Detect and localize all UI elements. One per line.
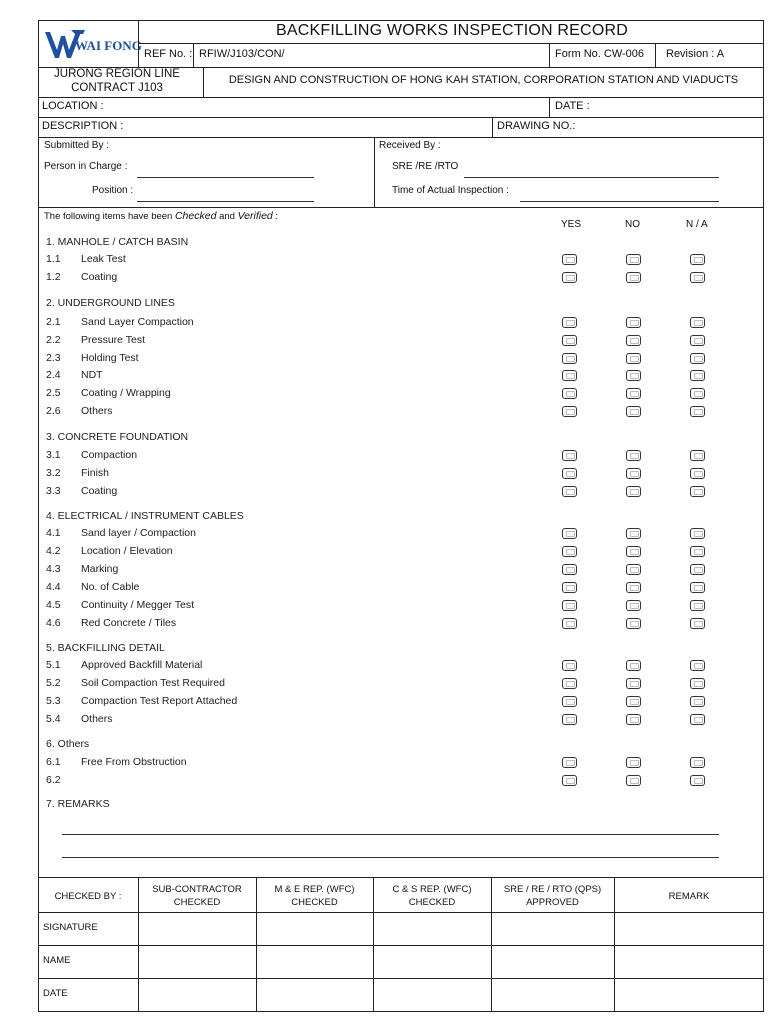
item-number: 2.3 — [46, 351, 61, 364]
signoff-cell[interactable] — [615, 946, 763, 977]
item-number: 5.1 — [46, 659, 61, 671]
checkbox-na[interactable] — [690, 757, 705, 768]
checkbox-yes[interactable] — [562, 254, 577, 265]
location-label: LOCATION : — [42, 100, 104, 112]
item-label: Red Concrete / Tiles — [81, 616, 177, 629]
item-number: 4.2 — [46, 544, 61, 557]
item-label: Free From Obstruction — [81, 756, 187, 768]
checkbox-na[interactable] — [690, 450, 705, 461]
item-number: 2.4 — [46, 369, 61, 382]
item-label: Coating / Wrapping — [81, 387, 171, 400]
section-title: 1. MANHOLE / CATCH BASIN — [46, 236, 189, 248]
item-number: 4.5 — [46, 598, 61, 611]
section-title: 5. BACKFILLING DETAIL — [46, 642, 165, 654]
signoff-cell[interactable] — [139, 946, 255, 977]
item-number: 6.1 — [46, 756, 61, 768]
item-label: Continuity / Megger Test — [81, 598, 195, 611]
checkbox-na[interactable] — [690, 582, 705, 593]
remarks-line-2[interactable] — [62, 857, 719, 858]
checkbox-no[interactable] — [626, 582, 641, 593]
checkbox-yes[interactable] — [562, 450, 577, 461]
submitted-by-label: Submitted By : — [44, 140, 110, 151]
checkbox-yes[interactable] — [562, 600, 577, 611]
item-label: Coating — [81, 271, 118, 283]
checkbox-no[interactable] — [626, 618, 641, 629]
checkbox-no[interactable] — [626, 546, 641, 557]
signoff-header: SRE / RE / RTO (QPS) APPROVED — [503, 884, 602, 908]
signoff-cell[interactable] — [492, 979, 613, 1010]
checkbox-na[interactable] — [690, 546, 705, 557]
signoff-cell[interactable] — [374, 913, 490, 944]
checkbox-no[interactable] — [626, 528, 641, 539]
item-label: Marking — [81, 562, 119, 575]
remarks-line-1[interactable] — [62, 834, 719, 835]
checkbox-na[interactable] — [690, 317, 705, 328]
position-line[interactable] — [137, 201, 314, 202]
checkbox-na[interactable] — [690, 388, 705, 399]
signoff-row-label: NAME — [43, 955, 71, 966]
checkbox-yes[interactable] — [562, 353, 577, 364]
checkbox-no[interactable] — [626, 317, 641, 328]
item-label: Coating — [81, 485, 118, 498]
description-label: DESCRIPTION : — [42, 120, 124, 132]
checkbox-yes[interactable] — [562, 468, 577, 479]
checkbox-no[interactable] — [626, 564, 641, 575]
checkbox-na[interactable] — [690, 660, 705, 671]
section-title: 3. CONCRETE FOUNDATION — [46, 431, 189, 443]
item-number: 2.1 — [46, 316, 61, 328]
item-number: 3.1 — [46, 449, 61, 461]
checkbox-yes[interactable] — [562, 696, 577, 707]
form-title: BACKFILLING WORKS INSPECTION RECORD — [276, 22, 628, 39]
signoff-cell[interactable] — [374, 979, 490, 1010]
checkbox-na[interactable] — [690, 335, 705, 346]
item-label: Leak Test — [81, 253, 126, 265]
checkbox-no[interactable] — [626, 696, 641, 707]
checkbox-na[interactable] — [690, 696, 705, 707]
item-label: Others — [81, 405, 113, 417]
checkbox-yes[interactable] — [562, 528, 577, 539]
checkbox-no[interactable] — [626, 353, 641, 364]
item-label: Holding Test — [81, 351, 139, 364]
item-label: No. of Cable — [81, 580, 140, 593]
signoff-header: CHECKED BY : — [54, 891, 122, 902]
item-number: 5.3 — [46, 694, 61, 707]
sre-label: SRE /RE /RTO — [392, 161, 459, 172]
signoff-row-label: SIGNATURE — [43, 922, 98, 933]
checkbox-no[interactable] — [626, 468, 641, 479]
signoff-header: C & S REP. (WFC) CHECKED — [392, 884, 472, 908]
section-title: 6. Others — [46, 738, 90, 750]
checkbox-no[interactable] — [626, 600, 641, 611]
signoff-header: M & E REP. (WFC) CHECKED — [274, 884, 355, 908]
section-title: 4. ELECTRICAL / INSTRUMENT CABLES — [46, 510, 244, 522]
item-number: 5.2 — [46, 676, 61, 689]
item-label: Sand layer / Compaction — [81, 527, 196, 539]
checkbox-na[interactable] — [690, 370, 705, 381]
checkbox-no[interactable] — [626, 714, 641, 725]
checkbox-na[interactable] — [690, 618, 705, 629]
col-na-header: N / A — [686, 219, 708, 230]
position-label: Position : — [92, 185, 134, 196]
item-label: Approved Backfill Material — [81, 659, 203, 671]
item-number: 4.3 — [46, 562, 61, 575]
item-number: 2.6 — [46, 405, 61, 417]
signoff-cell[interactable] — [257, 913, 372, 944]
checkbox-na[interactable] — [690, 272, 705, 283]
checkbox-na[interactable] — [690, 528, 705, 539]
item-number: 1.2 — [46, 271, 61, 283]
checkbox-na[interactable] — [690, 468, 705, 479]
checkbox-yes[interactable] — [562, 582, 577, 593]
project-name: DESIGN AND CONSTRUCTION OF HONG KAH STATION, CORPORATION STATION AND VIADUCTS — [228, 74, 739, 86]
checkbox-no[interactable] — [626, 486, 641, 497]
section-title: 2. UNDERGROUND LINES — [46, 297, 175, 309]
checkbox-yes[interactable] — [562, 775, 577, 786]
checkbox-no[interactable] — [626, 660, 641, 671]
item-label: Finish — [81, 467, 110, 480]
checkbox-yes[interactable] — [562, 714, 577, 725]
checkbox-yes[interactable] — [562, 564, 577, 575]
form-number: Form No. CW-006 — [555, 48, 645, 60]
signoff-header: REMARK — [668, 891, 710, 902]
item-number: 5.4 — [46, 712, 61, 725]
received-by-label: Received By : — [379, 140, 441, 151]
signoff-cell[interactable] — [615, 979, 763, 1010]
person-in-charge-line[interactable] — [137, 177, 314, 178]
signoff-cell[interactable] — [139, 913, 255, 944]
checkbox-na[interactable] — [690, 564, 705, 575]
signoff-cell[interactable] — [492, 913, 613, 944]
checkbox-yes[interactable] — [562, 678, 577, 689]
signoff-cell[interactable] — [492, 946, 613, 977]
checkbox-na[interactable] — [690, 775, 705, 786]
checkbox-yes[interactable] — [562, 272, 577, 283]
company-logo — [41, 24, 142, 64]
checkbox-yes[interactable] — [562, 486, 577, 497]
signoff-cell[interactable] — [257, 979, 372, 1010]
ref-value: RFIW/J103/CON/ — [199, 48, 285, 60]
item-number: 3.3 — [46, 485, 61, 498]
signoff-cell[interactable] — [139, 979, 255, 1010]
remarks-title: 7. REMARKS — [46, 798, 110, 810]
item-label: Compaction Test Report Attached — [81, 694, 238, 707]
logo-text: WAI FONG — [75, 38, 142, 53]
checkbox-no[interactable] — [626, 757, 641, 768]
checkbox-na[interactable] — [690, 600, 705, 611]
signoff-cell[interactable] — [257, 946, 372, 977]
drawing-no-label: DRAWING NO.: — [497, 120, 576, 132]
item-number: 4.1 — [46, 527, 61, 539]
item-number: 1.1 — [46, 253, 61, 265]
signoff-header: SUB-CONTRACTOR CHECKED — [152, 884, 242, 908]
time-inspection-line[interactable] — [520, 201, 719, 202]
checkbox-no[interactable] — [626, 335, 641, 346]
date-label: DATE : — [555, 100, 590, 112]
signoff-cell[interactable] — [374, 946, 490, 977]
revision: Revision : A — [666, 48, 725, 60]
checkbox-no[interactable] — [626, 406, 641, 417]
item-number: 3.2 — [46, 467, 61, 480]
checkbox-yes[interactable] — [562, 406, 577, 417]
checkbox-no[interactable] — [626, 388, 641, 399]
checkbox-yes[interactable] — [562, 546, 577, 557]
ref-label: REF No. : — [144, 48, 193, 60]
checkbox-na[interactable] — [690, 486, 705, 497]
checkbox-yes[interactable] — [562, 757, 577, 768]
checkbox-yes[interactable] — [562, 370, 577, 381]
checkbox-yes[interactable] — [562, 335, 577, 346]
checkbox-yes[interactable] — [562, 388, 577, 399]
item-label: NDT — [81, 369, 103, 382]
checkbox-no[interactable] — [626, 370, 641, 381]
checkbox-na[interactable] — [690, 406, 705, 417]
checkbox-no[interactable] — [626, 450, 641, 461]
contract-line-1: JURONG REGION LINE — [54, 68, 180, 80]
item-number: 4.4 — [46, 580, 61, 593]
checkbox-na[interactable] — [690, 353, 705, 364]
person-in-charge-label: Person in Charge : — [44, 161, 128, 172]
checkbox-yes[interactable] — [562, 660, 577, 671]
item-label: Location / Elevation — [81, 544, 173, 557]
sre-line[interactable] — [464, 177, 719, 178]
item-label: Others — [81, 712, 113, 725]
item-number: 2.2 — [46, 333, 61, 346]
item-number: 2.5 — [46, 387, 61, 400]
checkbox-no[interactable] — [626, 678, 641, 689]
checkbox-yes[interactable] — [562, 317, 577, 328]
checkbox-no[interactable] — [626, 775, 641, 786]
checkbox-na[interactable] — [690, 714, 705, 725]
checkbox-na[interactable] — [690, 678, 705, 689]
signoff-row-label: DATE — [43, 988, 68, 999]
time-inspection-label: Time of Actual Inspection : — [392, 185, 509, 196]
checkbox-no[interactable] — [626, 272, 641, 283]
item-label: Compaction — [81, 449, 138, 461]
item-label: Soil Compaction Test Required — [81, 676, 225, 689]
checkbox-yes[interactable] — [562, 618, 577, 629]
signoff-cell[interactable] — [615, 913, 763, 944]
item-label: Sand Layer Compaction — [81, 316, 194, 328]
col-yes-header: YES — [561, 219, 582, 230]
item-number: 4.6 — [46, 616, 61, 629]
checklist-intro: The following items have been Checked and Verified : — [44, 210, 279, 222]
checkbox-na[interactable] — [690, 254, 705, 265]
item-label: Pressure Test — [81, 333, 145, 346]
contract-line-2: CONTRACT J103 — [71, 82, 163, 94]
col-no-header: NO — [625, 219, 640, 230]
item-number: 6.2 — [46, 773, 61, 786]
checkbox-no[interactable] — [626, 254, 641, 265]
